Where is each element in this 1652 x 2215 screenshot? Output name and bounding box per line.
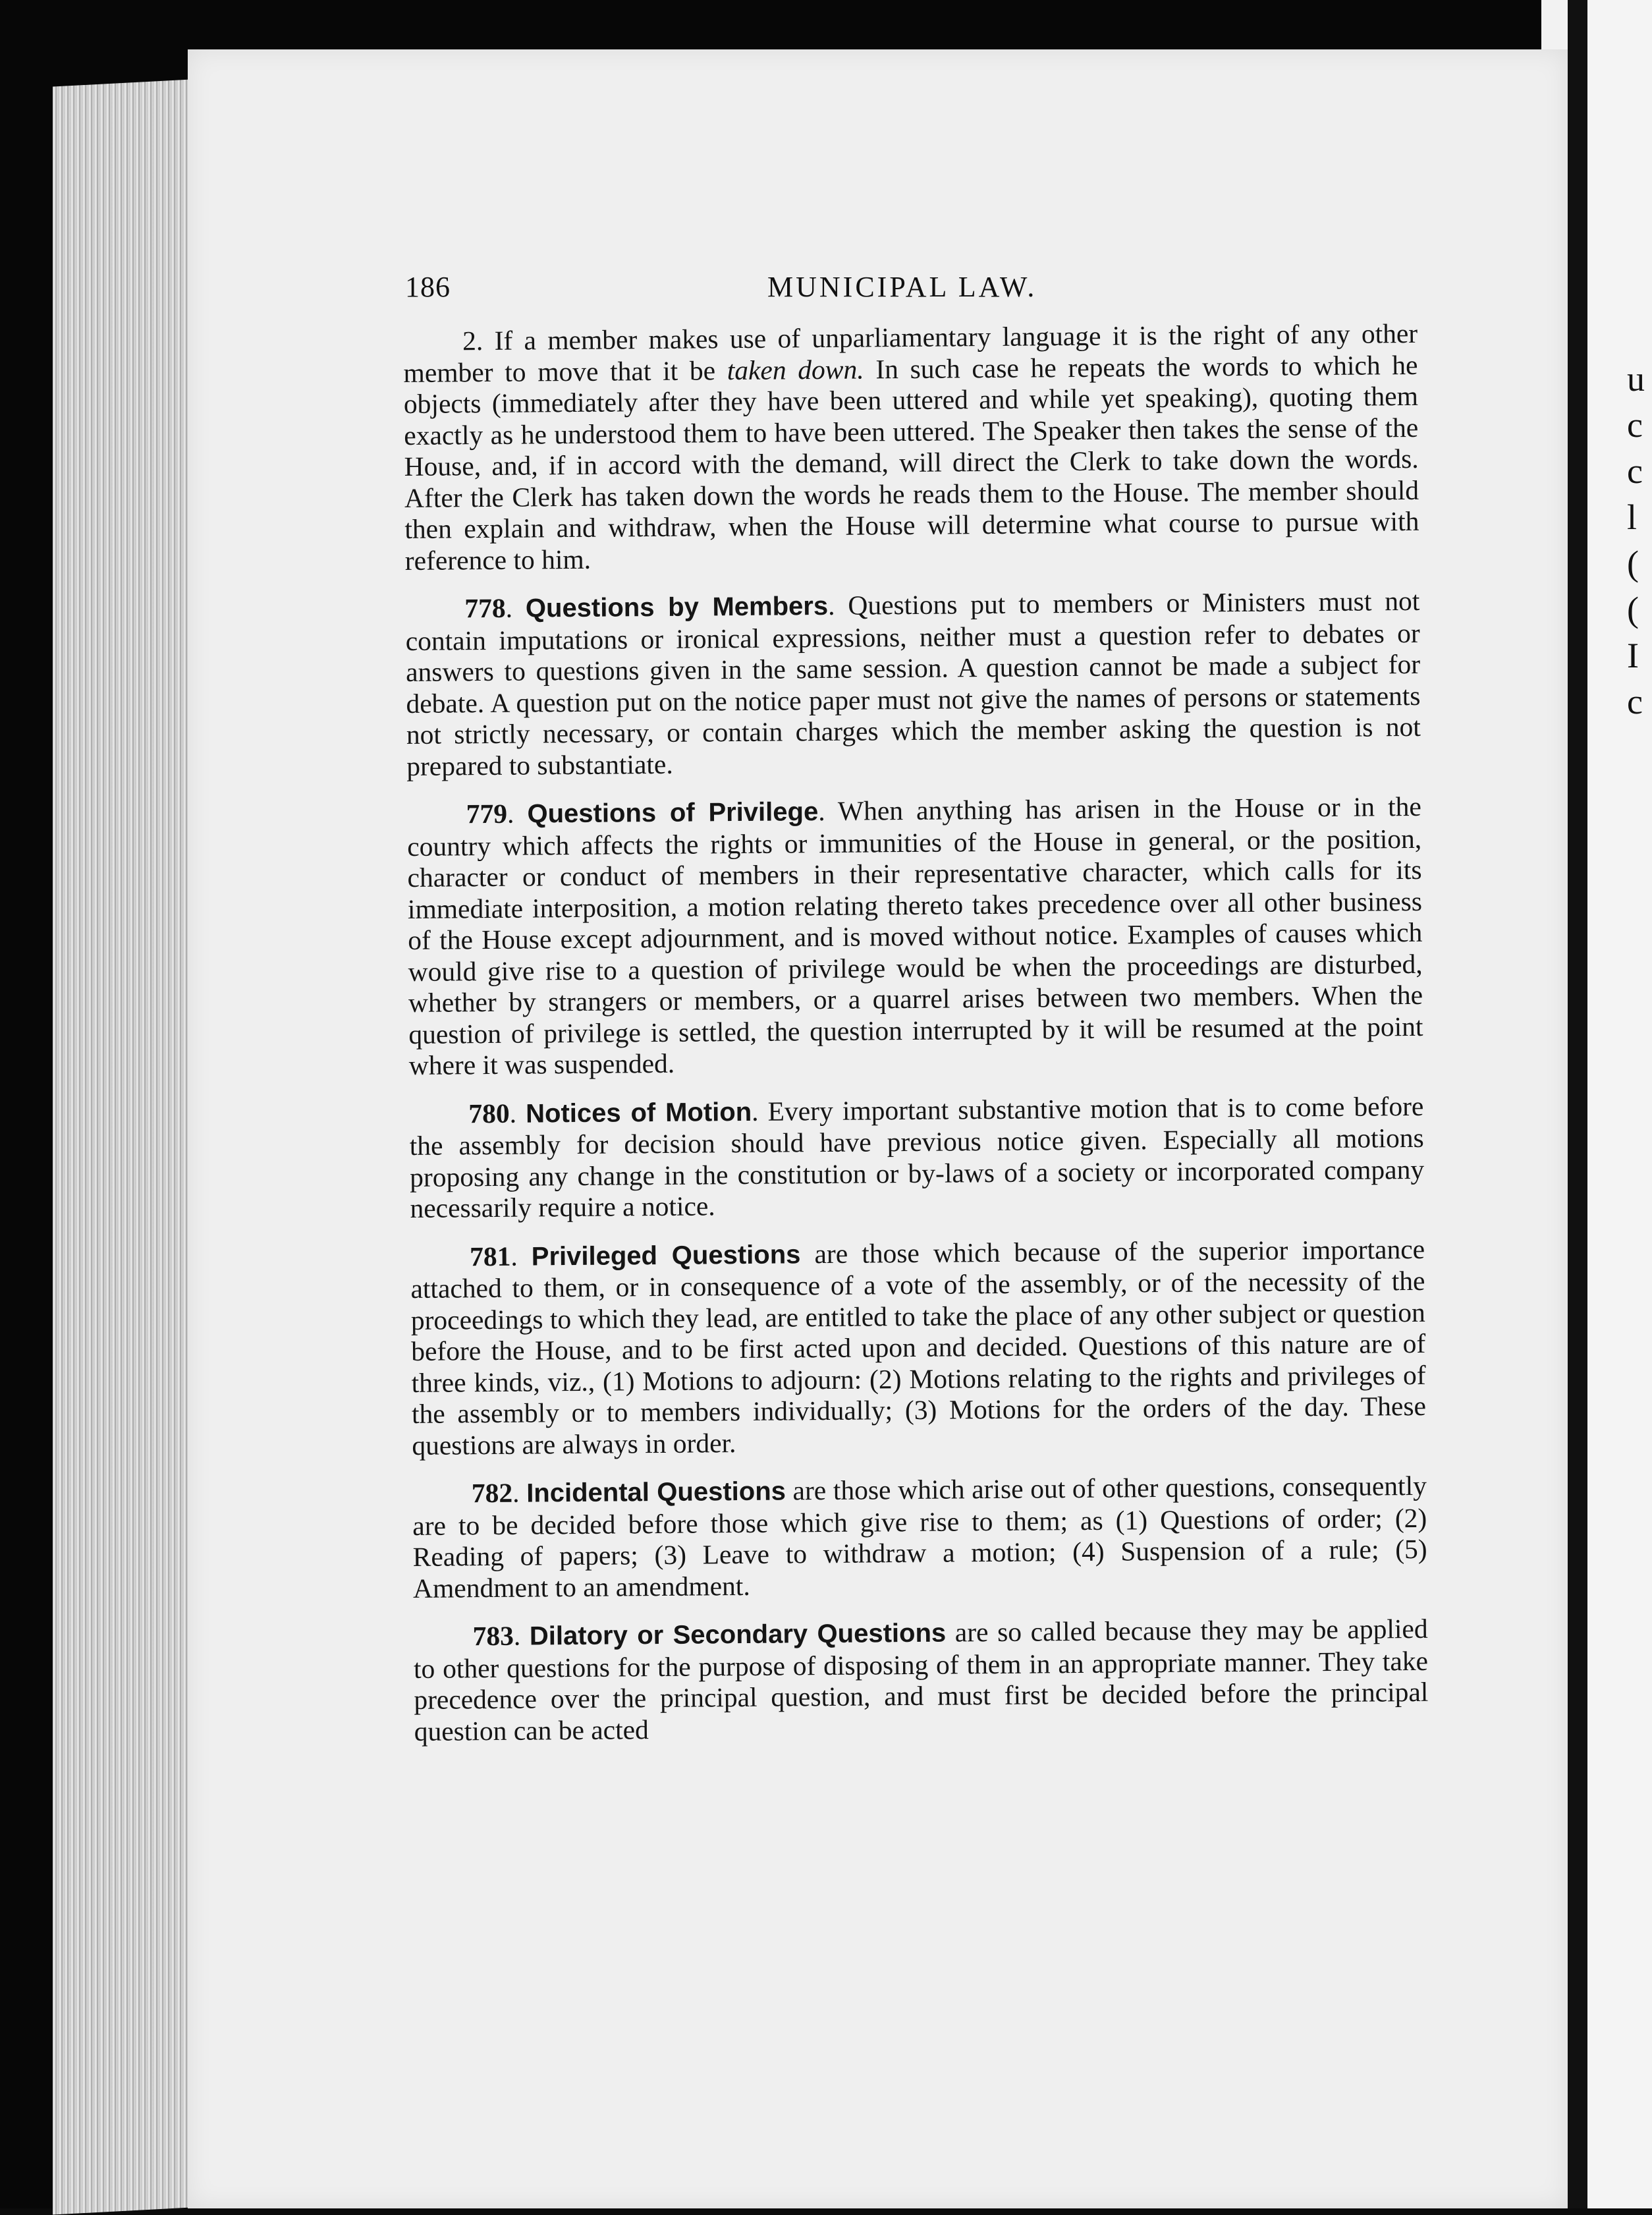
facing-page: [1587, 0, 1652, 2208]
separator: .: [505, 592, 526, 623]
separator: .: [818, 795, 839, 827]
separator: .: [507, 798, 528, 829]
section-783: [413, 1613, 1428, 1747]
separator: .: [512, 1477, 527, 1508]
separator: [946, 1617, 955, 1647]
facing-letter: I: [1627, 636, 1639, 675]
facing-letter: u: [1627, 359, 1645, 399]
section-number: 781: [469, 1241, 511, 1272]
section-heading: Questions of Privilege: [527, 797, 819, 829]
section-781: [410, 1233, 1427, 1461]
paragraph-lead: 2.: [462, 325, 495, 356]
section-780: [409, 1090, 1424, 1224]
separator: .: [513, 1620, 530, 1651]
facing-letter: l: [1627, 497, 1638, 537]
separator: .: [827, 590, 848, 621]
section-779: [407, 791, 1423, 1082]
facing-letter: c: [1627, 451, 1643, 491]
facing-letter: c: [1627, 682, 1643, 721]
section-heading: Questions by Members: [525, 591, 829, 623]
section-heading: Privileged Questions: [531, 1239, 801, 1272]
facing-page-letters: [1627, 356, 1652, 725]
facing-letter: (: [1627, 544, 1639, 583]
facing-letter: (: [1627, 590, 1639, 629]
separator: .: [751, 1096, 768, 1127]
section-text: are so called because they may be applied to other questions for the purpose of disposing of them in an appropriate manner. They take precedence over the principal question, and must first be decided before the principal question can be acted: [413, 1613, 1429, 1747]
section-778: [405, 586, 1421, 782]
paragraph-italic: taken down.: [727, 354, 864, 385]
facing-page-gutter: [1568, 0, 1587, 2208]
body-text: [403, 318, 1429, 1764]
separator: [800, 1239, 814, 1269]
section-782: [412, 1471, 1427, 1604]
section-number: 783: [472, 1620, 514, 1652]
facing-letter: c: [1627, 405, 1643, 445]
section-text: Questions put to members or Ministers must not contain imputations or ironical expressions, neither must a question refer to debates or answers to questions given in the same session. A question cannot be made a subject for debate. A question put on the notice paper must not give the names of persons or statements not strictly necessary, or contain charges which the member asking the question is not prepared to substantiate.: [405, 585, 1421, 781]
separator: .: [510, 1241, 532, 1272]
running-head: [405, 270, 1400, 316]
section-text: When anything has arisen in the House or in the country which affects the rights or immunities of the House in general, or the position, character or conduct of members in their representative character, which calls for its immediate interposition, a motion relating thereto takes precedence over all other business of the House except adjournment, and is moved without notice. Examples of causes which would give rise to a question of privilege would be when the proceedings are disturbed, whether by strangers or members, or a quarrel arises between two members. When the question of privilege is settled, the question interrupted by it will be resumed at the point where it was suspended.: [407, 791, 1423, 1080]
section-heading: Incidental Questions: [526, 1476, 786, 1508]
paragraph-text: If a member makes use of unparliamentary language it is the right of any other member to move that it be: [403, 318, 1418, 388]
book-page-edges: [53, 79, 198, 2215]
separator: [786, 1475, 793, 1505]
section-text: are those which arise out of other questions, consequently are to be decided before those which give rise to them; as (1) Questions of order; (2) Reading of papers; (3) Leave to withdraw a motion; (4) Suspension of a rule; (5) Amendment to an amendment.: [412, 1470, 1427, 1604]
page-number: 186: [405, 271, 451, 303]
section-text: are those which because of the superior importance attached to them, or in consequence of a vote of the assembly, or of the necessity of the proceedings to which they lead, are entitled to take the place of any other subject or question before the House, and to be first acted upon and decided. Questions of this nature are of three kinds, viz., (1) Motions to adjourn: (2) Motions relating to the rights and privileges of the assembly or to members individually; (3) Motions for the orders of the day. These questions are always in order.: [410, 1233, 1427, 1461]
paragraph-2: [403, 318, 1419, 576]
section-text: Every important substantive motion that is to come before the assembly for decision should have previous notice given. Especially all motions proposing any change in the constitution or by-laws of a society or incorporated company necessarily require a notice.: [409, 1090, 1425, 1223]
section-number: 778: [464, 592, 506, 624]
section-number: 779: [466, 798, 508, 829]
paragraph-text: In such case he repeats the words to which he objects (immediately after they have been uttered and while yet speaking), quoting them exactly as he understood them to have been uttered. The Speaker then takes the sense of the House, and, if in accord with the demand, will direct the Clerk to take down the words. After the Clerk has taken down the words he reads them to the House. The member should then explain and withdraw, when the House will determine what course to pursue with reference to him.: [403, 349, 1419, 576]
section-heading: Notices of Motion: [525, 1097, 752, 1129]
section-number: 782: [471, 1477, 513, 1509]
running-title: MUNICIPAL LAW.: [767, 271, 1037, 303]
separator: .: [509, 1098, 526, 1129]
section-heading: Dilatory or Secondary Questions: [529, 1618, 947, 1651]
section-number: 780: [468, 1098, 510, 1129]
